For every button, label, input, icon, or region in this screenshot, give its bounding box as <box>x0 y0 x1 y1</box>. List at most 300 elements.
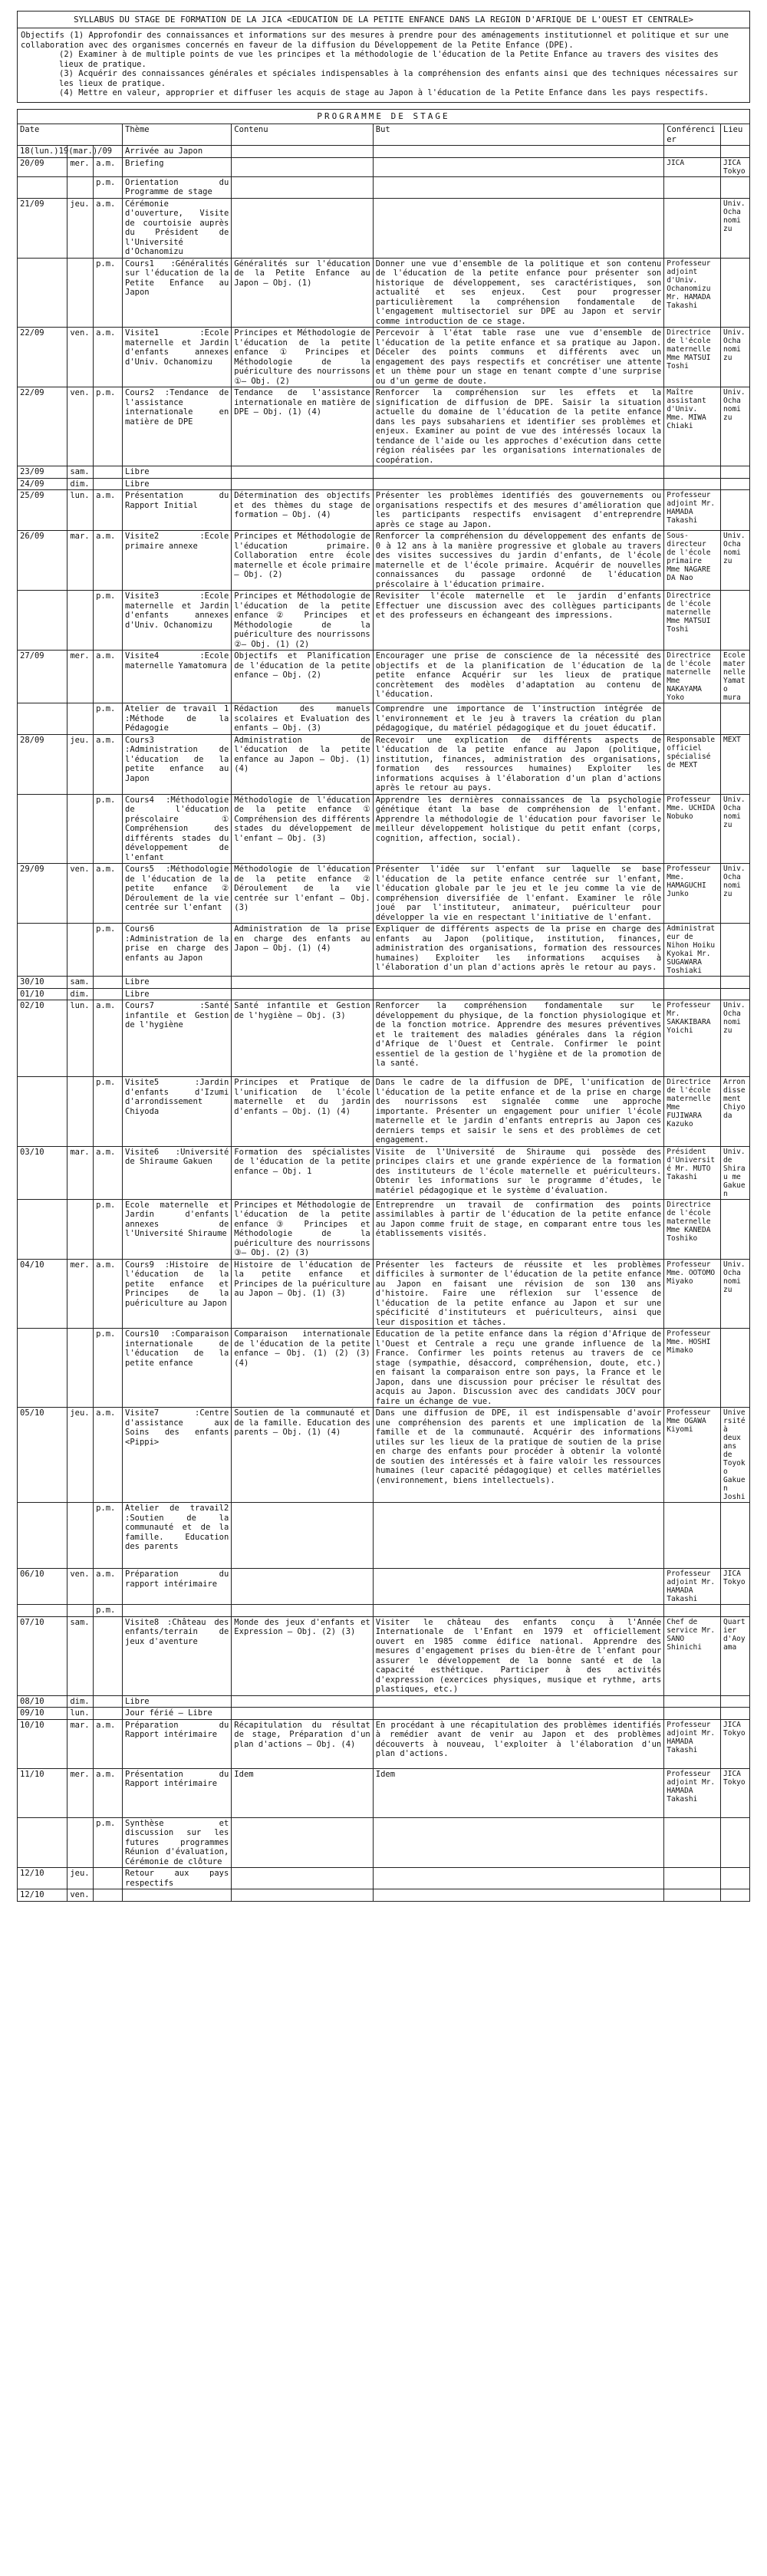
cell-date: 08/10 <box>18 1695 67 1708</box>
cell-theme <box>123 1889 232 1902</box>
cell-period: a.m. <box>94 1768 123 1817</box>
table-row <box>18 1503 750 1569</box>
cell-lieu: JICA Tokyo <box>721 1569 750 1605</box>
cell-date: 12/10 <box>18 1889 67 1902</box>
table-row <box>18 146 750 158</box>
cell-but: Visite de l'Université de Shiraume qui possède des principes clairs et une grande expérience de la formation des instituteurs de l'école maternelle et puériculteurs. Obtenir les informations sur le programme d'études, le matériel pédagogique et le système d'évaluation. <box>373 1146 663 1199</box>
cell-lieu: Univ. Ocha nomi zu <box>721 328 750 387</box>
cell-theme: Libre <box>123 1695 232 1708</box>
cell-day <box>67 176 94 198</box>
cell-period <box>94 466 123 479</box>
cell-theme: Cours5 :Méthodologie de l'éducation de la petite enfance② Déroulement de la vie centrée sur l'enfant <box>123 864 232 924</box>
cell-contenu: Comparaison internationale de l'éducation de la petite enfance – Obj. (1) (2) (3) (4) <box>232 1329 373 1408</box>
cell-theme: Cours4 :Méthodologie de l'éducation préscolaire ① Compréhension des différents stades du développement de l'enfant <box>123 794 232 864</box>
cell-theme: Atelier de travail2 :Soutien de la communauté et de la famille. Education des parents <box>123 1503 232 1569</box>
table-row <box>18 258 750 328</box>
cell-lieu <box>721 1503 750 1569</box>
cell-but: Entreprendre un travail de confirmation des points assimilables à partir de l'éducation de la petite enfance au Japon comme fruit de stage, en comparant entre tous les établissements visités. <box>373 1199 663 1259</box>
cell-period: a.m. <box>94 1408 123 1503</box>
cell-but: Renforcer la compréhension du développement des enfants de 0 à 12 ans à la manière progressive et globale au travers des visites successives du jardin d'enfants, de l'école maternelle et de l'école primaire. Acquérir de nouvelles connaissances du passage ordonné de l'éducation préscolaire à l'éducation primaire. <box>373 531 663 591</box>
cell-but: Présenter l'idée sur l'enfant sur laquelle se base l'éducation de la petite enfance centrée sur l'enfant, l'éducation globale par le jeu et le jeu comme la vie de compréhension diversifiée de l'enfant. Examiner le rôle joué par l'instituteur, animateur, puériculteur pour développer la vie en respectant l'initiative de l'enfant. <box>373 864 663 924</box>
cell-lieu: Univ. Ocha nomi zu <box>721 794 750 864</box>
cell-period: a.m. <box>94 1146 123 1199</box>
cell-conferencier: Directrice de l'école maternelle Mme NAKAYAMA Yoko <box>664 651 721 703</box>
document-title: SYLLABUS DU STAGE DE FORMATION DE LA JICA <EDUCATION DE LA PETITE ENFANCE DANS LA REGION D'AFRIQUE DE L'OUEST ET CENTRALE> <box>17 11 750 28</box>
cell-lieu: Univ. Ocha nomi zu <box>721 864 750 924</box>
cell-contenu: Généralités sur l'éducation de la Petite Enfance au Japon – Obj. (1) <box>232 258 373 328</box>
cell-day: mar. <box>67 531 94 591</box>
cell-lieu <box>721 478 750 490</box>
cell-theme: Cours7 :Santé infantile et Gestion de l'hygiène <box>123 1000 232 1077</box>
cell-but <box>373 988 663 1000</box>
cell-period: p.m. <box>94 1605 123 1617</box>
cell-conferencier <box>664 478 721 490</box>
cell-but <box>373 1708 663 1720</box>
cell-date: 26/09 <box>18 531 67 591</box>
cell-period: p.m. <box>94 1329 123 1408</box>
cell-lieu: JICA Tokyo <box>721 157 750 176</box>
cell-theme: Cérémonie d'ouverture, Visite de courtoisie auprès du Président de l'Université d'Ochanomizu <box>123 198 232 258</box>
program-table-body <box>18 146 750 1902</box>
table-row <box>18 1768 750 1817</box>
cell-lieu: Ecole mater nelle Yamato mura <box>721 651 750 703</box>
program-table <box>17 124 750 1902</box>
table-row <box>18 794 750 864</box>
cell-period: a.m. <box>94 1569 123 1605</box>
cell-day: sam. <box>67 466 94 479</box>
cell-date <box>18 176 67 198</box>
cell-but <box>373 176 663 198</box>
cell-but <box>373 1817 663 1868</box>
cell-theme: Cours10 :Comparaison internationale de l'éducation de la petite enfance <box>123 1329 232 1408</box>
cell-conferencier: Sous-directeur de l'école primaire Mme NAGARE DA Nao <box>664 531 721 591</box>
cell-contenu <box>232 1868 373 1889</box>
cell-lieu <box>721 146 750 158</box>
cell-day <box>67 1077 94 1147</box>
cell-theme: Ecole maternelle et Jardin d'enfants annexes de l'Université Shiraume <box>123 1199 232 1259</box>
cell-contenu: Principes et Méthodologie de l'éducation de la petite enfance③ Principes et Méthodologie de la puériculture des nourrissons ③– Obj. (2) (3) <box>232 1199 373 1259</box>
cell-contenu: Principes et Pratique de l'unification de l'école maternelle et du jardin d'enfants – Obj. (1) (4) <box>232 1077 373 1147</box>
cell-but <box>373 146 663 158</box>
cell-contenu <box>232 1889 373 1902</box>
cell-contenu: Principes et Méthodologie de l'éducation de la petite enfance② Principes et Méthodologie de la puériculture des nourrissons ②– Obj. (1) (2) <box>232 591 373 651</box>
cell-theme: Orientation du Programme de stage <box>123 176 232 198</box>
cell-but: Revisiter l'école maternelle et le jardin d'enfants Effectuer une discussion avec des collègues participants et des professeurs en échangeant des impressions. <box>373 591 663 651</box>
table-row <box>18 328 750 387</box>
cell-day <box>67 924 94 977</box>
cell-but: Donner une vue d'ensemble de la politique et son contenu de l'éducation de la petite enfance pour présenter son historique de développement, ses caractéristiques, son actualité et ses enjeux. Cest pour progresser particulièrement la compréhension fondamentale de l'engagement multisectoriel sur DPE au Japon et servir comme introduction de ce stage. <box>373 258 663 328</box>
cell-contenu <box>232 1708 373 1720</box>
cell-day: sam. <box>67 977 94 989</box>
cell-contenu <box>232 478 373 490</box>
cell-contenu <box>232 1503 373 1569</box>
cell-date <box>18 1817 67 1868</box>
cell-day: dim. <box>67 478 94 490</box>
cell-day: ven. <box>67 864 94 924</box>
cell-but <box>373 1889 663 1902</box>
cell-period: a.m. <box>94 531 123 591</box>
cell-conferencier: Directrice de l'école maternelle Mme MATSUI Toshi <box>664 591 721 651</box>
cell-theme <box>123 1605 232 1617</box>
cell-period <box>94 988 123 1000</box>
cell-date: 06/10 <box>18 1569 67 1605</box>
objective-item: (2) Examiner à de multiple points de vue les principes et la méthodologie de l'éducation de la Petite Enfance au travers des visites des lieux de pratique. <box>59 50 719 69</box>
table-row <box>18 988 750 1000</box>
cell-day <box>67 258 94 328</box>
cell-day: mer. <box>67 651 94 703</box>
cell-lieu: MEXT <box>721 734 750 794</box>
cell-period <box>94 1868 123 1889</box>
table-row <box>18 531 750 591</box>
cell-conferencier: Administrateur de Nihon Hoiku Kyokai Mr. SUGAWARA Toshiaki <box>664 924 721 977</box>
cell-date <box>18 1605 67 1617</box>
cell-conferencier: Professeur Mr. SAKAKIBARA Yoichi <box>664 1000 721 1077</box>
cell-conferencier <box>664 1503 721 1569</box>
cell-theme: Synthèse et discussion sur les futures programmes Réunion d'évaluation, Cérémonie de clôture <box>123 1817 232 1868</box>
cell-period <box>94 1695 123 1708</box>
cell-period: p.m. <box>94 258 123 328</box>
table-row <box>18 1569 750 1605</box>
cell-but: En procédant à une récapitulation des problèmes identifiés à remédier avant de venir au Japon et des problèmes découverts à nouveau, l'exploiter à l'élaboration d'un plan d'actions. <box>373 1719 663 1768</box>
cell-theme: Préparation du rapport intérimaire <box>123 1569 232 1605</box>
cell-theme: Cours1 :Généralités sur l'éducation de la Petite Enfance au Japon <box>123 258 232 328</box>
cell-day <box>67 591 94 651</box>
table-row <box>18 1616 750 1695</box>
table-row <box>18 157 750 176</box>
header-date: Date <box>18 124 123 146</box>
cell-but: Comprendre une importance de l'instruction intégrée de l'environnement et le jeu à travers la création du plan pédagogique, du matériel pédagogique et du jouet éducatif. <box>373 703 663 735</box>
cell-day: mer. <box>67 157 94 176</box>
cell-date: 22/09 <box>18 328 67 387</box>
cell-conferencier: Directrice de l'école maternelle Mme MATSUI Toshi <box>664 328 721 387</box>
table-row <box>18 1259 750 1329</box>
cell-day: mer. <box>67 1259 94 1329</box>
cell-lieu: JICA Tokyo <box>721 1719 750 1768</box>
header-but: But <box>373 124 663 146</box>
cell-but: Encourager une prise de conscience de la nécessité des objectifs et de la planification de l'éducation de la petite enfance Acquérir sur les lieux de pratique concrètement des modèles d'adaptation au contenu de l'éducation. <box>373 651 663 703</box>
cell-contenu: Rédaction des manuels scolaires et Evaluation des enfants – Obj. (3) <box>232 703 373 735</box>
cell-period: p.m. <box>94 387 123 466</box>
cell-theme: Cours6 :Administration de la prise en charge des enfants au Japon <box>123 924 232 977</box>
cell-period: a.m. <box>94 328 123 387</box>
cell-conferencier: Professeur adjoint d'Univ. Ochanomizu Mr. HAMADA Takashi <box>664 258 721 328</box>
cell-theme: Visite4 :Ecole maternelle Yamatomura <box>123 651 232 703</box>
cell-period <box>94 1616 123 1695</box>
cell-date <box>18 1199 67 1259</box>
cell-day: jeu. <box>67 734 94 794</box>
program-title: PROGRAMME DE STAGE <box>17 109 750 124</box>
cell-theme: Visite2 :Ecole primaire annexe <box>123 531 232 591</box>
cell-conferencier: Professeur Mme. UCHIDA Nobuko <box>664 794 721 864</box>
cell-conferencier: Professeur Mme OGAWA Kiyomi <box>664 1408 721 1503</box>
cell-period: a.m. <box>94 1719 123 1768</box>
cell-contenu: Santé infantile et Gestion de l'hygiène – Obj. (3) <box>232 1000 373 1077</box>
table-row <box>18 924 750 977</box>
cell-period: p.m. <box>94 794 123 864</box>
cell-but: Renforcer la compréhension fondamentale sur le développement du physique, de la fonction physiologique et de la fonction motrice. Apprendre des mesures préventives et le traitement des maladies générales dans la région d'Afrique de l'Ouest et Centrale. Confirmer le point essentiel de la gestion de l'hygiène et de la promotion de la santé. <box>373 1000 663 1077</box>
cell-date: 21/09 <box>18 198 67 258</box>
cell-but: Apprendre les dernières connaissances de la psychologie génétique étant la base de compréhension de l'enfant. Apprendre la méthodologie de l'éducation pour favoriser le meilleur développement holistique du petit enfant (corps, cognition, affection, social). <box>373 794 663 864</box>
cell-contenu: Détermination des objectifs et des thèmes du stage de formation – Obj. (4) <box>232 490 373 531</box>
cell-lieu <box>721 1605 750 1617</box>
cell-conferencier: JICA <box>664 157 721 176</box>
cell-date: 10/10 <box>18 1719 67 1768</box>
cell-date: 03/10 <box>18 1146 67 1199</box>
cell-contenu: Tendance de l'assistance internationale en matière de DPE – Obj. (1) (4) <box>232 387 373 466</box>
cell-theme: Retour aux pays respectifs <box>123 1868 232 1889</box>
cell-day <box>67 1817 94 1868</box>
cell-date: 05/10 <box>18 1408 67 1503</box>
cell-period: a.m. <box>94 157 123 176</box>
cell-date: 23/09 <box>18 466 67 479</box>
cell-date: 29/09 <box>18 864 67 924</box>
cell-lieu: Univ. Ocha nomi zu <box>721 198 750 258</box>
cell-day: mar. <box>67 1719 94 1768</box>
cell-theme: Cours3 :Administration de l'éducation de la petite enfance au Japon <box>123 734 232 794</box>
cell-contenu <box>232 988 373 1000</box>
table-row <box>18 1408 750 1503</box>
cell-contenu <box>232 176 373 198</box>
cell-period <box>94 1708 123 1720</box>
cell-date: 22/09 <box>18 387 67 466</box>
cell-theme: Cours9 :Histoire de l'éducation de la petite enfance et Principes de la puériculture au Japon <box>123 1259 232 1329</box>
cell-contenu: Administration de l'éducation de la petite enfance au Japon – Obj. (1) (4) <box>232 734 373 794</box>
cell-conferencier <box>664 176 721 198</box>
cell-contenu <box>232 146 373 158</box>
cell-date: 07/10 <box>18 1616 67 1695</box>
cell-contenu: Récapitulation du résultat de stage, Préparation d'un plan d'actions – Obj. (4) <box>232 1719 373 1768</box>
cell-theme: Visite5 :Jardin d'enfants d'Izumi d'arrondissement Chiyoda <box>123 1077 232 1147</box>
cell-conferencier: Professeur adjoint Mr. HAMADA Takashi <box>664 1719 721 1768</box>
table-row <box>18 651 750 703</box>
cell-day <box>67 1605 94 1617</box>
table-row <box>18 387 750 466</box>
cell-conferencier <box>664 977 721 989</box>
objective-item: (4) Mettre en valeur, approprier et diffuser les acquis de stage au Japon à l'éducation de la Petite Enfance dans les pays respectifs. <box>59 88 709 97</box>
cell-but: Présenter les facteurs de réussite et les problèmes difficiles à surmonter de l'éducation de la petite enfance au Japon en faisant une révision de son 130 ans d'histoire. Faire une réflexion sur l'essence de l'éducation de la petite enfance au Japon et sur une spécificité d'instituteurs et puériculteurs, ainsi que leur disposition et tâches. <box>373 1259 663 1329</box>
cell-lieu <box>721 1889 750 1902</box>
cell-day <box>67 1503 94 1569</box>
cell-day: lun. <box>67 1708 94 1720</box>
cell-date: 24/09 <box>18 478 67 490</box>
cell-but: Recevoir une explication de différents aspects de l'éducation de la petite enfance au Japon (politique, institution, finances, administration des organisations, formation des ressources humaines) Exploiter les informations acquises à l'élaboration d'un plan d'actions après le retour au pays. <box>373 734 663 794</box>
cell-date: 01/10 <box>18 988 67 1000</box>
cell-but <box>373 977 663 989</box>
cell-day: ven. <box>67 387 94 466</box>
cell-date <box>18 924 67 977</box>
cell-theme: Visite7 :Centre d'assistance aux Soins des enfants <Pippi> <box>123 1408 232 1503</box>
cell-day: jeu. <box>67 1868 94 1889</box>
cell-contenu <box>232 977 373 989</box>
table-row <box>18 490 750 531</box>
table-row <box>18 1868 750 1889</box>
cell-but <box>373 1695 663 1708</box>
cell-date: 30/10 <box>18 977 67 989</box>
objective-item: (1) Approfondir des connaissances et informations sur des mesures à prendre pour des aménagements institutionnel et politique et sur une collaboration avec des organismes concernés en faveur de la diffusion du Développement de la Petite Enfance (DPE). <box>21 31 729 50</box>
cell-day <box>67 1199 94 1259</box>
cell-lieu <box>721 703 750 735</box>
cell-but: Education de la petite enfance dans la région d'Afrique de l'Ouest et Centrale a reçu une grande influence de la France. Confirmer les points retenus au travers de ce stage (sympathie, désaccord, compréhension, doute, etc.) en faisant la comparaison entre son pays, la France et le Japon, dans une discussion pour préciser le résultat des acquis au Japon. Discussion avec des candidats JOCV pour faire un échange de vue. <box>373 1329 663 1408</box>
cell-theme: Préparation du Rapport intérimaire <box>123 1719 232 1768</box>
cell-day: lun. <box>67 1000 94 1077</box>
cell-conferencier: Professeur Mme. OOTOMO Miyako <box>664 1259 721 1329</box>
table-row <box>18 864 750 924</box>
cell-theme: Jour férié – Libre <box>123 1708 232 1720</box>
cell-day: mer. <box>67 1768 94 1817</box>
cell-contenu <box>232 1569 373 1605</box>
table-row <box>18 1817 750 1868</box>
cell-date: 28/09 <box>18 734 67 794</box>
cell-contenu <box>232 198 373 258</box>
cell-but <box>373 1868 663 1889</box>
cell-lieu <box>721 490 750 531</box>
cell-but <box>373 157 663 176</box>
table-row <box>18 478 750 490</box>
cell-period: p.m. <box>94 1077 123 1147</box>
cell-period: p.m. <box>94 703 123 735</box>
cell-lieu: Univ. Ocha nomi zu <box>721 387 750 466</box>
cell-lieu: Univ. Ocha nomi zu <box>721 531 750 591</box>
cell-date <box>18 591 67 651</box>
cell-theme: Cours2 :Tendance de l'assistance internationale en matière de DPE <box>123 387 232 466</box>
cell-period <box>94 1889 123 1902</box>
cell-theme: Visite8 :Château des enfants/terrain de jeux d'aventure <box>123 1616 232 1695</box>
cell-but: Expliquer de différents aspects de la prise en charge des enfants au Japon (politique, institution, finances, administration des organisations, formation des ressources humaines) Exploiter les informations acquises à l'élaboration d'un plan d'actions après le retour au pays. <box>373 924 663 977</box>
cell-contenu: Administration de la prise en charge des enfants au Japon – Obj. (1) (4) <box>232 924 373 977</box>
cell-period: p.m. <box>94 1817 123 1868</box>
cell-conferencier: Professeur adjoint Mr. HAMADA Takashi <box>664 1569 721 1605</box>
header-lieu: Lieu <box>721 124 750 146</box>
cell-contenu: Soutien de la communauté et de la famille. Education des parents – Obj. (1) (4) <box>232 1408 373 1503</box>
cell-period: a.m. <box>94 490 123 531</box>
table-row <box>18 1146 750 1199</box>
cell-date: 18(lun.)19(mar.)/09 <box>18 146 67 158</box>
cell-lieu <box>721 1868 750 1889</box>
cell-but <box>373 1503 663 1569</box>
cell-conferencier: Professeur adjoint Mr. HAMADA Takashi <box>664 490 721 531</box>
cell-but <box>373 466 663 479</box>
table-row <box>18 1329 750 1408</box>
table-row <box>18 198 750 258</box>
cell-day: ven. <box>67 328 94 387</box>
cell-lieu <box>721 1708 750 1720</box>
table-row <box>18 1695 750 1708</box>
table-row <box>18 1605 750 1617</box>
cell-conferencier <box>664 1817 721 1868</box>
objectives-block <box>17 28 750 103</box>
cell-lieu: Université à deux ans de Toyoko Gakuen Joshi <box>721 1408 750 1503</box>
cell-period <box>94 478 123 490</box>
cell-contenu: Idem <box>232 1768 373 1817</box>
cell-period: a.m. <box>94 734 123 794</box>
cell-lieu: Arron dissement Chiyo da <box>721 1077 750 1147</box>
cell-theme: Libre <box>123 977 232 989</box>
cell-theme: Visite1 :Ecole maternelle et Jardin d'enfants annexes d'Univ. Ochanomizu <box>123 328 232 387</box>
cell-contenu <box>232 1605 373 1617</box>
cell-period: p.m. <box>94 1199 123 1259</box>
cell-conferencier: Professeur Mme. HAMAGUCHI Junko <box>664 864 721 924</box>
cell-date <box>18 1503 67 1569</box>
cell-period: p.m. <box>94 924 123 977</box>
cell-period: a.m. <box>94 1259 123 1329</box>
cell-conferencier: Maître assistant d'Univ. Mme. MIWA Chiaki <box>664 387 721 466</box>
cell-conferencier <box>664 703 721 735</box>
cell-but: Dans une diffusion de DPE, il est indispensable d'avoir une compréhension des parents et une implication de la famille et de la communauté. Acquérir des informations utiles sur les lieux de la pratique de soutien de la prise en charge des enfants pour procéder à obtenir la volonté de soutien des intéressés et à faire valoir les ressources humaines (leur capacité pédagogique) et celles matérielles (environnement, biens intellectuels). <box>373 1408 663 1503</box>
cell-day: jeu. <box>67 1408 94 1503</box>
cell-date: 20/09 <box>18 157 67 176</box>
cell-contenu: Principes et Méthodologie de l'éducation de la petite enfance ① Principes et Méthodologie de la puériculture des nourrissons ①– Obj. (2) <box>232 328 373 387</box>
cell-lieu: Univ. de Shirau me Gakuen <box>721 1146 750 1199</box>
cell-lieu <box>721 988 750 1000</box>
cell-date: 02/10 <box>18 1000 67 1077</box>
cell-theme: Présentation du Rapport Initial <box>123 490 232 531</box>
cell-day: mar. <box>67 1146 94 1199</box>
cell-conferencier <box>664 988 721 1000</box>
cell-lieu <box>721 977 750 989</box>
cell-conferencier <box>664 1889 721 1902</box>
table-row <box>18 1077 750 1147</box>
cell-lieu <box>721 176 750 198</box>
table-row <box>18 1199 750 1259</box>
cell-but: Percevoir à l'état table rase une vue d'ensemble de l'éducation de la petite enfance et sa pratique au Japon. Déceler des points communs et différents avec un engagement des pays respectifs et concrétiser une attente et un thème pour un stage en tenant compte d'une surprise ou d'un germe de doute. <box>373 328 663 387</box>
cell-lieu: Univ. Ocha nomi zu <box>721 1000 750 1077</box>
cell-date <box>18 794 67 864</box>
table-row <box>18 176 750 198</box>
cell-period: a.m. <box>94 651 123 703</box>
cell-lieu <box>721 591 750 651</box>
header-theme: Thème <box>123 124 232 146</box>
cell-day: sam. <box>67 1616 94 1695</box>
cell-conferencier: Professeur Mme. HOSHI Mimako <box>664 1329 721 1408</box>
cell-contenu <box>232 1695 373 1708</box>
cell-lieu <box>721 258 750 328</box>
cell-but: Visiter le château des enfants conçu à l'Année Internationale de l'Enfant en 1979 et officiellement ouvert en 1985 comme édifice national. Apprendre des mesures d'engagement prises du bien-être de l'enfant pour assurer le développement de la bonne santé et de la capacité esthétique. Participer à des activités d'expression (exercices physiques, musique et rythme, arts plastiques, etc.) <box>373 1616 663 1695</box>
cell-conferencier <box>664 466 721 479</box>
cell-lieu: Univ. Ocha nomi zu <box>721 1259 750 1329</box>
cell-conferencier <box>664 1868 721 1889</box>
cell-conferencier: Responsable officiel spécialisé de MEXT <box>664 734 721 794</box>
objective-item: (3) Acquérir des connaissances générales et spéciales indispensables à la compréhension des enfants ainsi que des techniques nécessaires sur les lieux de pratique. <box>59 69 739 88</box>
cell-period: p.m. <box>94 1503 123 1569</box>
table-row <box>18 1708 750 1720</box>
cell-contenu: Monde des jeux d'enfants et Expression – Obj. (2) (3) <box>232 1616 373 1695</box>
cell-conferencier <box>664 1708 721 1720</box>
cell-conferencier: Professeur adjoint Mr. HAMADA Takashi <box>664 1768 721 1817</box>
cell-period: p.m. <box>94 591 123 651</box>
cell-date <box>18 703 67 735</box>
cell-contenu: Objectifs et Planification de l'éducation de la petite enfance – Obj. (2) <box>232 651 373 703</box>
cell-lieu <box>721 924 750 977</box>
cell-date: 09/10 <box>18 1708 67 1720</box>
cell-date: 27/09 <box>18 651 67 703</box>
table-row <box>18 977 750 989</box>
cell-date: 04/10 <box>18 1259 67 1329</box>
cell-contenu: Formation des spécialistes de l'éducation de la petite enfance – Obj. 1 <box>232 1146 373 1199</box>
table-row <box>18 1889 750 1902</box>
cell-theme: Visite6 :Université de Shiraume Gakuen <box>123 1146 232 1199</box>
cell-lieu <box>721 1695 750 1708</box>
cell-lieu <box>721 1817 750 1868</box>
cell-contenu <box>232 1817 373 1868</box>
cell-conferencier <box>664 198 721 258</box>
cell-but <box>373 1569 663 1605</box>
cell-but <box>373 478 663 490</box>
cell-theme: Libre <box>123 466 232 479</box>
objectives-label: Objectifs <box>21 31 64 40</box>
cell-conferencier <box>664 146 721 158</box>
cell-theme: Arrivée au Japon <box>123 146 232 158</box>
cell-but: Présenter les problèmes identifiés des gouvernements ou organisations respectifs et des mesures d'amélioration que les participants respectifs envisagent d'entreprendre après ce stage au Japon. <box>373 490 663 531</box>
